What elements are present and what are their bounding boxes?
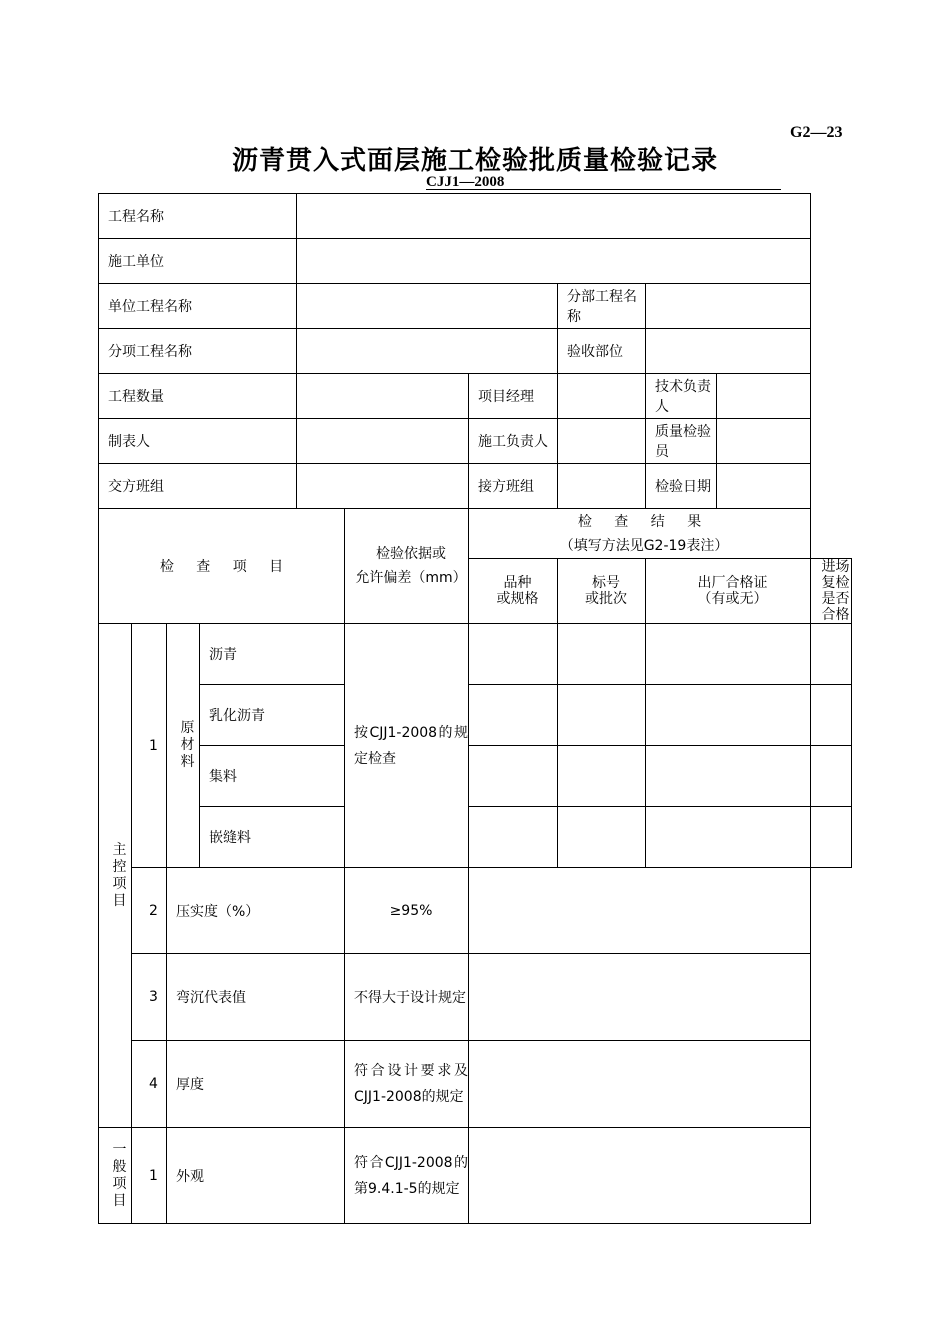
value-subitem-project[interactable] xyxy=(297,329,558,374)
label-division-project: 分部工程名称 xyxy=(558,284,646,329)
main-item3-result[interactable] xyxy=(469,954,811,1041)
value-quality-inspector[interactable] xyxy=(717,419,811,464)
main-item2-basis: ≥95% xyxy=(345,868,469,954)
label-contractor: 施工单位 xyxy=(99,239,297,284)
value-tech-lead[interactable] xyxy=(717,374,811,419)
general-label-text: 一般项目 xyxy=(112,1141,127,1209)
label-quantity: 工程数量 xyxy=(99,374,297,419)
general-item1-no: 1 xyxy=(132,1128,167,1224)
label-subitem-project: 分项工程名称 xyxy=(99,329,297,374)
result-aggregate-grade[interactable] xyxy=(558,746,646,807)
main-control-label-text: 主控项目 xyxy=(112,841,127,909)
label-tech-lead: 技术负责人 xyxy=(646,374,717,419)
label-receiving-team: 接方班组 xyxy=(469,464,558,509)
header-result-col-recheck-a: 进场复检 xyxy=(821,559,850,591)
value-quantity[interactable] xyxy=(297,374,469,419)
label-project-manager: 项目经理 xyxy=(469,374,558,419)
result-chip-variety[interactable] xyxy=(469,807,558,868)
value-project-name[interactable] xyxy=(297,194,811,239)
main-item3-basis: 不得大于设计规定 xyxy=(345,954,469,1041)
general-item1-result[interactable] xyxy=(469,1128,811,1224)
header-result-col-certificate-b: （有或无） xyxy=(697,591,768,607)
main-item4-basis: 符合设计要求及CJJ1-2008的规定 xyxy=(345,1041,469,1128)
main-item4-result[interactable] xyxy=(469,1041,811,1128)
header-result-col-recheck-b: 是否合格 xyxy=(821,591,850,623)
value-division-project[interactable] xyxy=(646,284,811,329)
value-unit-project[interactable] xyxy=(297,284,558,329)
value-inspection-date[interactable] xyxy=(717,464,811,509)
result-emulsified-grade[interactable] xyxy=(558,685,646,746)
material-asphalt: 沥青 xyxy=(200,624,345,685)
page-title: 沥青贯入式面层施工检验批质量检验记录 xyxy=(231,146,718,176)
header-check-items-text: 检 查 项 目 xyxy=(159,559,293,575)
standard-code: CJJ1—2008 xyxy=(426,174,505,190)
header-basis xyxy=(345,509,469,624)
general-item1-name: 外观 xyxy=(167,1128,345,1224)
result-chip-recheck[interactable] xyxy=(811,807,852,868)
main-item1-group-text: 原材料 xyxy=(180,720,195,770)
standard-underline xyxy=(426,189,781,190)
header-result-col-variety-a: 品种 xyxy=(503,575,532,591)
main-item4-no: 4 xyxy=(132,1041,167,1128)
result-chip-grade[interactable] xyxy=(558,807,646,868)
main-item3-name: 弯沉代表值 xyxy=(167,954,345,1041)
header-result-col-grade-b: 或批次 xyxy=(585,591,627,607)
main-item1-group xyxy=(167,624,200,868)
general-label xyxy=(99,1128,132,1224)
value-contractor[interactable] xyxy=(297,239,811,284)
main-control-label xyxy=(99,624,132,1128)
header-basis-line1: 检验依据或 xyxy=(376,546,446,562)
value-receiving-team[interactable] xyxy=(558,464,646,509)
value-tabulator[interactable] xyxy=(297,419,469,464)
label-handover-team: 交方班组 xyxy=(99,464,297,509)
header-result-col-variety-b: 或规格 xyxy=(496,591,539,607)
result-asphalt-recheck[interactable] xyxy=(811,624,852,685)
result-emulsified-certificate[interactable] xyxy=(646,685,811,746)
label-acceptance-part: 验收部位 xyxy=(558,329,646,374)
header-result-line2: （填写方法见G2-19表注） xyxy=(559,537,729,554)
header-result-col-grade-a: 标号 xyxy=(592,575,620,591)
result-aggregate-recheck[interactable] xyxy=(811,746,852,807)
material-emulsified-asphalt: 乳化沥青 xyxy=(200,685,345,746)
header-result-line1: 检 查 结 果 xyxy=(577,513,711,530)
header-result-col-variety xyxy=(469,559,558,624)
main-item2-name: 压实度（%） xyxy=(167,868,345,954)
result-emulsified-variety[interactable] xyxy=(469,685,558,746)
material-chip-seal: 嵌缝料 xyxy=(200,807,345,868)
inspection-form xyxy=(98,193,852,1224)
header-check-items xyxy=(99,509,345,624)
header-result-col-grade xyxy=(558,559,646,624)
label-project-name: 工程名称 xyxy=(99,194,297,239)
form-code: G2—23 xyxy=(790,124,843,141)
general-item1-basis: 符合CJJ1-2008的第9.4.1-5的规定 xyxy=(345,1128,469,1224)
material-aggregate: 集料 xyxy=(200,746,345,807)
result-aggregate-variety[interactable] xyxy=(469,746,558,807)
result-chip-certificate[interactable] xyxy=(646,807,811,868)
header-result-col-certificate-a: 出厂合格证 xyxy=(697,575,768,591)
result-aggregate-certificate[interactable] xyxy=(646,746,811,807)
main-item4-name: 厚度 xyxy=(167,1041,345,1128)
main-item2-no: 2 xyxy=(132,868,167,954)
value-project-manager[interactable] xyxy=(558,374,646,419)
value-handover-team[interactable] xyxy=(297,464,469,509)
header-result-col-recheck xyxy=(811,559,852,624)
header-basis-line2: 允许偏差（mm） xyxy=(355,570,467,586)
result-emulsified-recheck[interactable] xyxy=(811,685,852,746)
main-item1-no: 1 xyxy=(132,624,167,868)
main-item3-no: 3 xyxy=(132,954,167,1041)
label-quality-inspector: 质量检验员 xyxy=(646,419,717,464)
label-tabulator: 制表人 xyxy=(99,419,297,464)
header-result-col-certificate xyxy=(646,559,811,624)
value-construction-lead[interactable] xyxy=(558,419,646,464)
result-asphalt-grade[interactable] xyxy=(558,624,646,685)
value-acceptance-part[interactable] xyxy=(646,329,811,374)
label-construction-lead: 施工负责人 xyxy=(469,419,558,464)
result-asphalt-variety[interactable] xyxy=(469,624,558,685)
label-unit-project: 单位工程名称 xyxy=(99,284,297,329)
main-item2-result[interactable] xyxy=(469,868,811,954)
header-result xyxy=(469,509,811,559)
main-item1-basis: 按CJJ1-2008的规定检查 xyxy=(345,624,469,868)
result-asphalt-certificate[interactable] xyxy=(646,624,811,685)
label-inspection-date: 检验日期 xyxy=(646,464,717,509)
